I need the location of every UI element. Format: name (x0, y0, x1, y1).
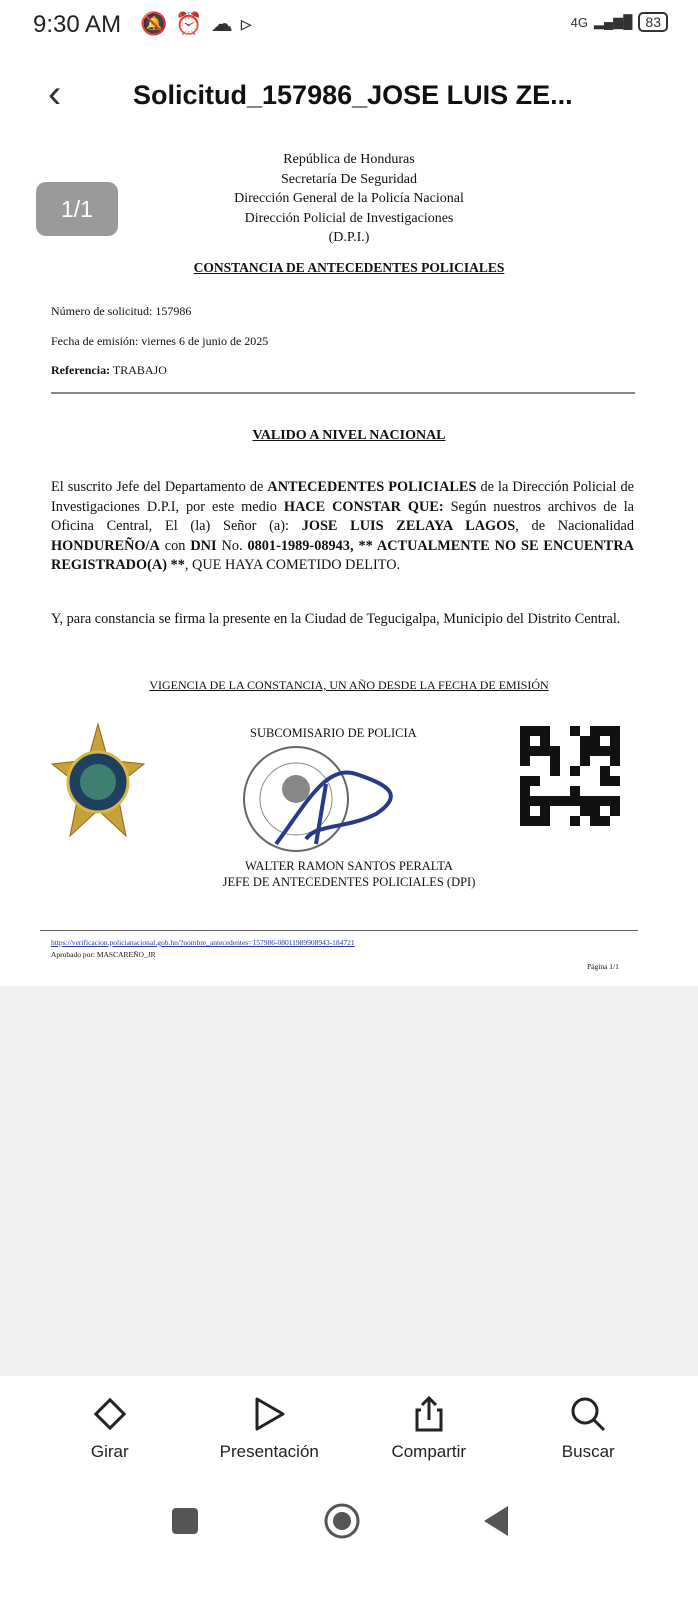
paragraph-segment: , ** ACTUALMENTE NO SE ENCUENTRA REGISTRADO(A) ** (51, 537, 634, 573)
qr-module (590, 746, 600, 756)
search-button[interactable] (518, 1376, 658, 1486)
qr-module (540, 746, 550, 756)
qr-module (520, 726, 530, 736)
verification-link[interactable]: https://verificacion.policianacional.gob.hn/?nombre_antecedentes=157986-08011989908943-184721 (51, 938, 355, 947)
qr-module (520, 746, 530, 756)
nav-buttons (0, 1490, 698, 1560)
certification-paragraph (51, 478, 634, 576)
back-nav-button[interactable] (484, 1506, 508, 1536)
pdf-page[interactable] (0, 130, 698, 986)
paragraph-segment: JOSE LUIS ZELAYA LAGOS (301, 518, 516, 534)
network-type: 4G (570, 14, 588, 30)
qr-module (600, 776, 610, 786)
qr-module (590, 736, 600, 746)
header-line: Dirección General de la Policía Nacional (234, 191, 464, 206)
qr-module (520, 776, 530, 786)
qr-module (530, 796, 540, 806)
qr-module (580, 806, 590, 816)
paragraph-segment: No. (216, 537, 248, 554)
battery-icon: 83 (638, 12, 668, 32)
page-number: Página 1/1 (587, 962, 619, 971)
qr-module (570, 726, 580, 736)
paragraph-segment: 0801-1989-08943 (247, 537, 350, 554)
qr-module (580, 736, 590, 746)
bottom-toolbar (0, 1376, 698, 1486)
qr-module (570, 816, 580, 826)
signal-icon: ▂▄▆█ (594, 14, 633, 29)
qr-module (590, 816, 600, 826)
qr-module (530, 776, 540, 786)
qr-module (580, 746, 590, 756)
qr-module (600, 766, 610, 776)
closing-paragraph: Y, para constancia se firma la presente en la Ciudad de Tegucigalpa, Municipio del Distrito Central. (51, 611, 621, 627)
official-seal-signature (236, 744, 416, 854)
qr-module (610, 736, 620, 746)
qr-module (610, 806, 620, 816)
qr-module (600, 736, 610, 746)
qr-module (520, 796, 530, 806)
reference (51, 363, 167, 378)
qr-module (550, 796, 560, 806)
header-line: Dirección Policial de Investigaciones (244, 210, 454, 226)
qr-module (580, 756, 590, 766)
paragraph-segment: de la Dirección Policial de Investigaciones D.P.I, por este medio (51, 479, 634, 515)
qr-module (600, 726, 610, 736)
system-nav-bar (0, 1490, 698, 1560)
qr-module (580, 796, 590, 806)
paragraph-segment: , de Nacionalidad (515, 518, 635, 534)
paragraph-segment: Según nuestros archivos de la Oficina Central, El (la) Señor (a): (51, 498, 635, 534)
approved-by: Aprobado por: MASCAREÑO_JR (51, 950, 156, 959)
qr-module (540, 736, 550, 746)
search-icon (568, 1394, 608, 1434)
qr-module (590, 806, 600, 816)
qr-module (610, 756, 620, 766)
qr-module (530, 736, 540, 746)
qr-module (600, 816, 610, 826)
paragraph-segment: El suscrito Jefe del Departamento de (51, 479, 268, 495)
reference-value: TRABAJO (112, 363, 167, 377)
qr-module (590, 796, 600, 806)
qr-module (520, 736, 530, 746)
qr-module (540, 816, 550, 826)
signature-block (0, 858, 698, 890)
divider (51, 392, 635, 394)
qr-module (530, 746, 540, 756)
signer-name: WALTER RAMON SANTOS PERALTA (245, 859, 453, 873)
qr-module (540, 806, 550, 816)
qr-module (570, 796, 580, 806)
document-title: Solicitud_157986_JOSE LUIS ZE... (133, 80, 573, 110)
paragraph-segment: , QUE HAYA COMETIDO DELITO. (184, 557, 401, 573)
qr-module (540, 796, 550, 806)
verification-qr-code[interactable] (520, 726, 620, 826)
paragraph-segment: con (159, 537, 191, 554)
qr-module (600, 796, 610, 806)
page-counter: 1/1 (36, 182, 118, 236)
clock: 9:30 AM (33, 11, 122, 38)
request-number: Número de solicitud: 157986 (51, 304, 192, 318)
paragraph-segment: ANTECEDENTES POLICIALES (267, 479, 477, 495)
share-label: Compartir (391, 1442, 467, 1461)
back-button[interactable]: ‹ (48, 72, 62, 116)
issue-date: Fecha de emisión: viernes 6 de junio de 2025 (51, 334, 269, 348)
police-badge-logo (50, 722, 146, 840)
validity-heading: VALIDO A NIVEL NACIONAL (252, 428, 446, 443)
paragraph-segment: HACE CONSTAR QUE: (283, 498, 444, 515)
qr-module (540, 726, 550, 736)
qr-module (590, 726, 600, 736)
presentation-label: Presentación (219, 1442, 319, 1461)
system-status (571, 12, 668, 32)
recents-button[interactable] (172, 1508, 198, 1534)
paragraph-segment: DNI (190, 537, 217, 554)
header-line: (D.P.I.) (328, 230, 370, 245)
play-icon (249, 1394, 289, 1434)
qr-module (550, 746, 560, 756)
qr-module (550, 766, 560, 776)
signer-title: JEFE DE ANTECEDENTES POLICIALES (DPI) (222, 875, 476, 889)
paragraph-segment: HONDUREÑO/A (51, 537, 160, 554)
qr-module (610, 796, 620, 806)
header-line: Secretaría De Seguridad (280, 171, 418, 187)
app-header (0, 70, 698, 130)
reference-label: Referencia: (51, 363, 111, 377)
search-label: Buscar (561, 1442, 615, 1461)
share-icon (409, 1394, 449, 1434)
qr-module (610, 726, 620, 736)
qr-module (520, 816, 530, 826)
footer-divider (40, 930, 638, 931)
share-button[interactable] (359, 1376, 499, 1486)
qr-module (550, 756, 560, 766)
qr-module (570, 766, 580, 776)
certificate-title: CONSTANCIA DE ANTECEDENTES POLICIALES (193, 260, 505, 275)
qr-module (530, 726, 540, 736)
status-bar (0, 0, 698, 52)
header-line: República de Honduras (283, 152, 415, 167)
notification-icons: 🔕⏰☁▹ (140, 11, 260, 36)
validity-note: VIGENCIA DE LA CONSTANCIA, UN AÑO DESDE LA FECHA DE EMISIÓN (149, 678, 549, 692)
home-icon (333, 1512, 351, 1530)
qr-module (530, 816, 540, 826)
qr-module (610, 746, 620, 756)
qr-module (560, 796, 570, 806)
signer-rank: SUBCOMISARIO DE POLICIA (250, 726, 417, 740)
qr-module (600, 746, 610, 756)
qr-module (520, 806, 530, 816)
rotate-label: Girar (90, 1442, 129, 1461)
qr-module (520, 786, 530, 796)
rotate-button[interactable] (40, 1376, 180, 1486)
viewer-background (0, 986, 698, 1376)
qr-module (520, 756, 530, 766)
qr-module (610, 776, 620, 786)
qr-module (530, 806, 540, 816)
presentation-button[interactable] (199, 1376, 339, 1486)
qr-module (570, 786, 580, 796)
rotate-icon (90, 1394, 130, 1434)
